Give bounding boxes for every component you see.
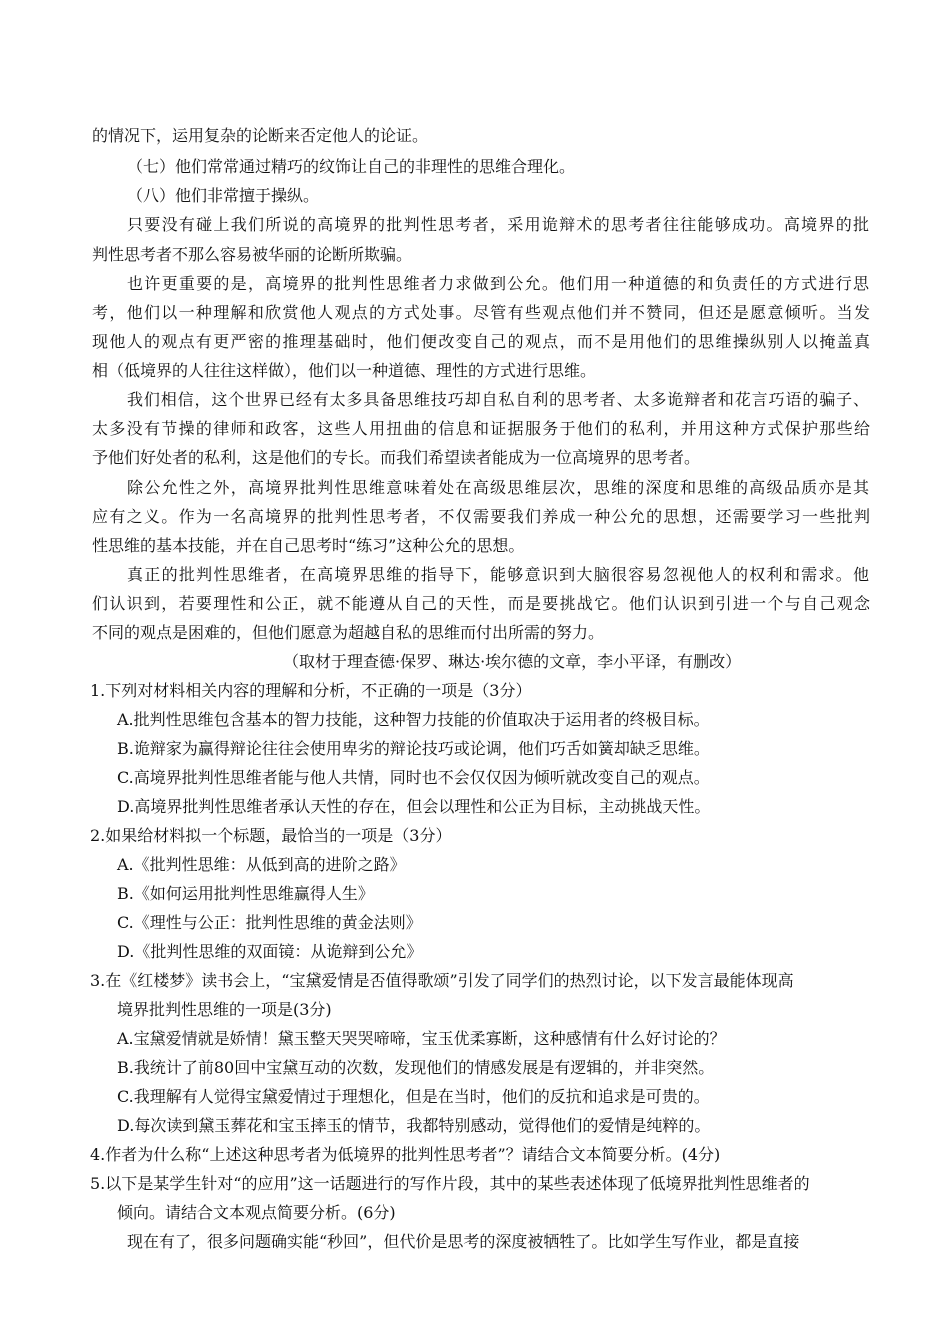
question-3-option-a: A.宝黛爱情就是娇情！黛玉整天哭哭啼啼，宝玉优柔寡断，这种感情有什么好讨论的？ <box>117 1029 726 1048</box>
passage-line: 应有之义。作为一名高境界的批判性思考者，不仅需要我们养成一种公允的思想，还需要学习一些批判 <box>92 507 870 526</box>
passage-line: 们认识到，若要理性和公正，就不能遵从自己的天性，而是要挑战它。他们认识到引进一个与自己观念 <box>92 594 870 613</box>
passage-point-8: （八）他们非常擅于操纵。 <box>127 186 320 205</box>
question-3-stem-continued: 境界批判性思维的一项是(3分) <box>117 1000 332 1019</box>
question-2-option-a: A.《批判性思维：从低到高的进阶之路》 <box>117 855 406 874</box>
passage-line: 我们相信，这个世界已经有太多具备思维技巧却自私自利的思考者、太多诡辩者和花言巧语的骗子、 <box>127 390 869 409</box>
passage-line: 的情况下，运用复杂的论断来否定他人的论证。 <box>92 126 429 145</box>
question-3-option-b: B.我统计了前80回中宝黛互动的次数，发现他们的情感发展是有逻辑的，并非突然。 <box>117 1058 715 1077</box>
passage-line: 太多没有节操的律师和政客，这些人用扭曲的信息和证据服务于他们的私利，并用这种方式保护那些给 <box>92 419 870 438</box>
question-5-stem: 5.以下是某学生针对“的应用”这一话题进行的写作片段，其中的某些表述体现了低境界批判性思维者的 <box>90 1174 810 1193</box>
passage-line: 判性思考者不那么容易被华丽的论断所欺骗。 <box>92 245 413 264</box>
question-4-stem: 4.作者为什么称“上述这种思考者为低境界的批判性思考者”？请结合文本简要分析。(4分) <box>90 1145 721 1164</box>
passage-line: 予他们好处者的私利，这是他们的专长。而我们希望读者能成为一位高境界的思考者。 <box>92 448 701 467</box>
question-5-excerpt: 现在有了，很多问题确实能“秒回”，但代价是思考的深度被牺牲了。比如学生写作业，都是直接 <box>127 1232 800 1251</box>
passage-line: 只要没有碰上我们所说的高境界的批判性思考者，采用诡辩术的思考者往往能够成功。高境界的批 <box>127 215 869 234</box>
passage-line: 不同的观点是困难的，但他们愿意为超越自私的思维而付出所需的努力。 <box>92 623 605 642</box>
passage-point-7: （七）他们常常通过精巧的纹饰让自己的非理性的思维合理化。 <box>127 157 576 176</box>
question-2-stem: 2.如果给材料拟一个标题，最恰当的一项是（3分） <box>90 826 452 845</box>
question-3-option-c: C.我理解有人觉得宝黛爱情过于理想化，但是在当时，他们的反抗和追求是可贵的。 <box>117 1087 710 1106</box>
question-1-stem: 1.下列对材料相关内容的理解和分析，不正确的一项是（3分） <box>90 681 532 700</box>
passage-line: 考，他们以一种理解和欣赏他人观点的方式处事。尽管有些观点他们并不赞同，但还是愿意倾听。当发 <box>92 303 870 322</box>
passage-line: 也许更重要的是，高境界的批判性思维者力求做到公允。他们用一种道德的和负责任的方式进行思 <box>127 274 869 293</box>
question-1-option-b: B.诡辩家为赢得辩论往往会使用卑劣的辩论技巧或论调，他们巧舌如簧却缺乏思维。 <box>117 739 710 758</box>
question-3-stem: 3.在《红楼梦》读书会上，“宝黛爱情是否值得歌颂”引发了同学们的热烈讨论，以下发言最能体现高 <box>90 971 794 990</box>
passage-line: 性思维的基本技能，并在自己思考时“练习”这种公允的思想。 <box>92 536 525 555</box>
question-1-option-a: A.批判性思维包含基本的智力技能，这种智力技能的价值取决于运用者的终极目标。 <box>117 710 710 729</box>
question-5-stem-continued: 倾向。请结合文本观点简要分析。(6分) <box>117 1203 396 1222</box>
question-3-option-d: D.每次读到黛玉葬花和宝玉摔玉的情节，我都特别感动，觉得他们的爱情是纯粹的。 <box>117 1116 711 1135</box>
question-2-option-c: C.《理性与公正：批判性思维的黄金法则》 <box>117 913 422 932</box>
passage-line: 真正的批判性思维者，在高境界思维的指导下，能够意识到大脑很容易忽视他人的权利和需求。他 <box>127 565 869 584</box>
question-2-option-b: B.《如何运用批判性思维赢得人生》 <box>117 884 374 903</box>
passage-source: （取材于理查德·保罗、琳达·埃尔德的文章，李小平译，有删改） <box>283 652 742 671</box>
question-2-option-d: D.《批判性思维的双面镜：从诡辩到公允》 <box>117 942 423 961</box>
question-1-option-c: C.高境界批判性思维者能与他人共情，同时也不会仅仅因为倾听就改变自己的观点。 <box>117 768 710 787</box>
passage-line: 相（低境界的人往往这样做），他们以一种道德、理性的方式进行思维。 <box>92 361 597 380</box>
question-1-option-d: D.高境界批判性思维者承认天性的存在，但会以理性和公正为目标，主动挑战天性。 <box>117 797 711 816</box>
passage-line: 除公允性之外，高境界批判性思维意味着处在高级思维层次，思维的深度和思维的高级品质亦是其 <box>127 478 869 497</box>
passage-line: 现他人的观点有更严密的推理基础时，他们便改变自己的观点，而不是用他们的思维操纵别人以掩盖真 <box>92 332 870 351</box>
